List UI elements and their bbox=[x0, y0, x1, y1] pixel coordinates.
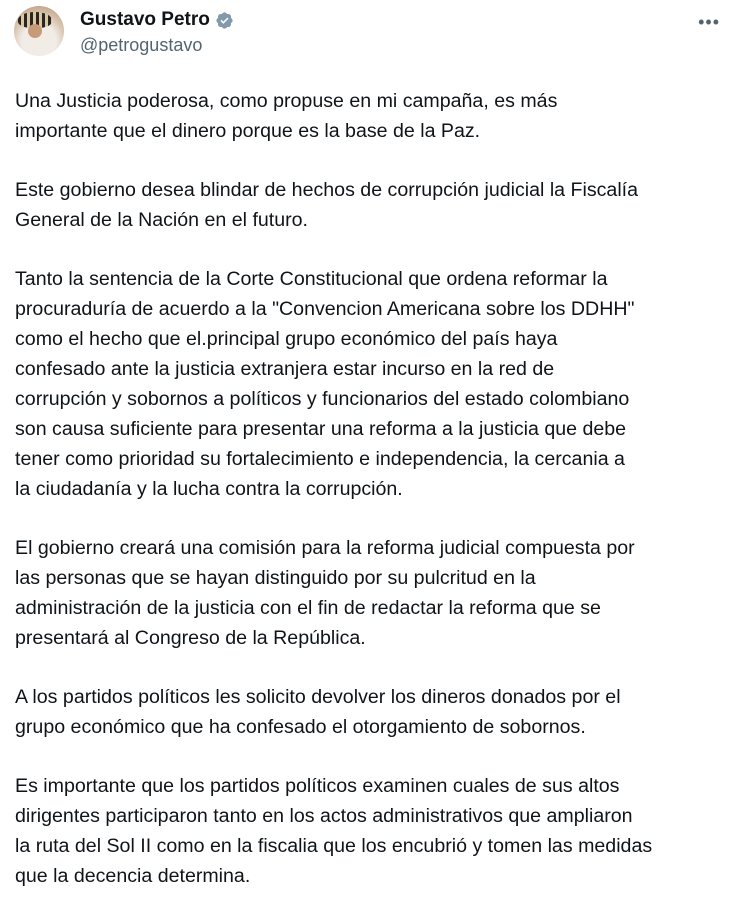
text-line: Una Justicia poderosa, como propuse en mi campaña, es más bbox=[15, 90, 558, 112]
text-line: son causa suficiente para presentar una reforma a la justicia que debe bbox=[15, 418, 627, 440]
text-line: grupo económico que ha confesado el otorgamiento de sobornos. bbox=[15, 716, 586, 738]
tweet-header bbox=[14, 4, 740, 60]
text-line: las personas que se hayan distinguido por su pulcritud en la bbox=[15, 567, 536, 589]
more-options-button[interactable] bbox=[698, 12, 720, 33]
author-name-row bbox=[80, 9, 234, 31]
text-line: tener como prioridad su fortalecimiento e independencia, la cercania a bbox=[15, 448, 625, 470]
text-line: A los partidos políticos les solicito devolver los dineros donados por el bbox=[15, 686, 621, 708]
tweet-paragraph bbox=[15, 86, 730, 146]
text-line: la ruta del Sol II como en la fiscalia que los encubrió y tomen las medidas bbox=[15, 835, 653, 857]
text-line: procuraduría de acuerdo a la "Convencion Americana sobre los DDHH" bbox=[15, 298, 635, 320]
text-line: Es importante que los partidos políticos examinen cuales de sus altos bbox=[15, 775, 620, 797]
more-horizontal-icon: ••• bbox=[698, 12, 720, 32]
tweet-text bbox=[15, 86, 730, 920]
tweet-paragraph bbox=[15, 533, 730, 653]
tweet-paragraph bbox=[15, 264, 730, 504]
text-line: General de la Nación en el futuro. bbox=[15, 209, 308, 231]
tweet-paragraph bbox=[15, 682, 730, 742]
text-line: la ciudadanía y la lucha contra la corrupción. bbox=[15, 478, 403, 500]
text-line: Este gobierno desea blindar de hechos de corrupción judicial la Fiscalía bbox=[15, 179, 639, 201]
text-line: confesado ante la justicia extranjera estar incurso en la red de bbox=[15, 358, 555, 380]
author-name[interactable]: Gustavo Petro bbox=[80, 9, 210, 30]
text-line: dirigentes participaron tanto en los actos administrativos que ampliaron bbox=[15, 805, 633, 827]
text-line: administración de la justicia con el fin de redactar la reforma que se bbox=[15, 597, 601, 619]
text-line: presentará al Congreso de la República. bbox=[15, 627, 366, 649]
text-line: como el hecho que el.principal grupo económico del país haya bbox=[15, 328, 558, 350]
tweet-paragraph bbox=[15, 175, 730, 235]
verified-badge-icon bbox=[215, 11, 234, 30]
avatar[interactable] bbox=[14, 6, 64, 56]
text-line: corrupción y sobornos a políticos y funcionarios del estado colombiano bbox=[15, 388, 630, 410]
tweet-paragraph bbox=[15, 771, 730, 891]
text-line: Tanto la sentencia de la Corte Constitucional que ordena reformar la bbox=[15, 268, 608, 290]
author-handle[interactable]: @petrogustavo bbox=[80, 35, 203, 55]
text-line: importante que el dinero porque es la base de la Paz. bbox=[15, 120, 481, 142]
text-line: El gobierno creará una comisión para la reforma judicial compuesta por bbox=[15, 537, 635, 559]
text-line: que la decencia determina. bbox=[15, 865, 251, 887]
